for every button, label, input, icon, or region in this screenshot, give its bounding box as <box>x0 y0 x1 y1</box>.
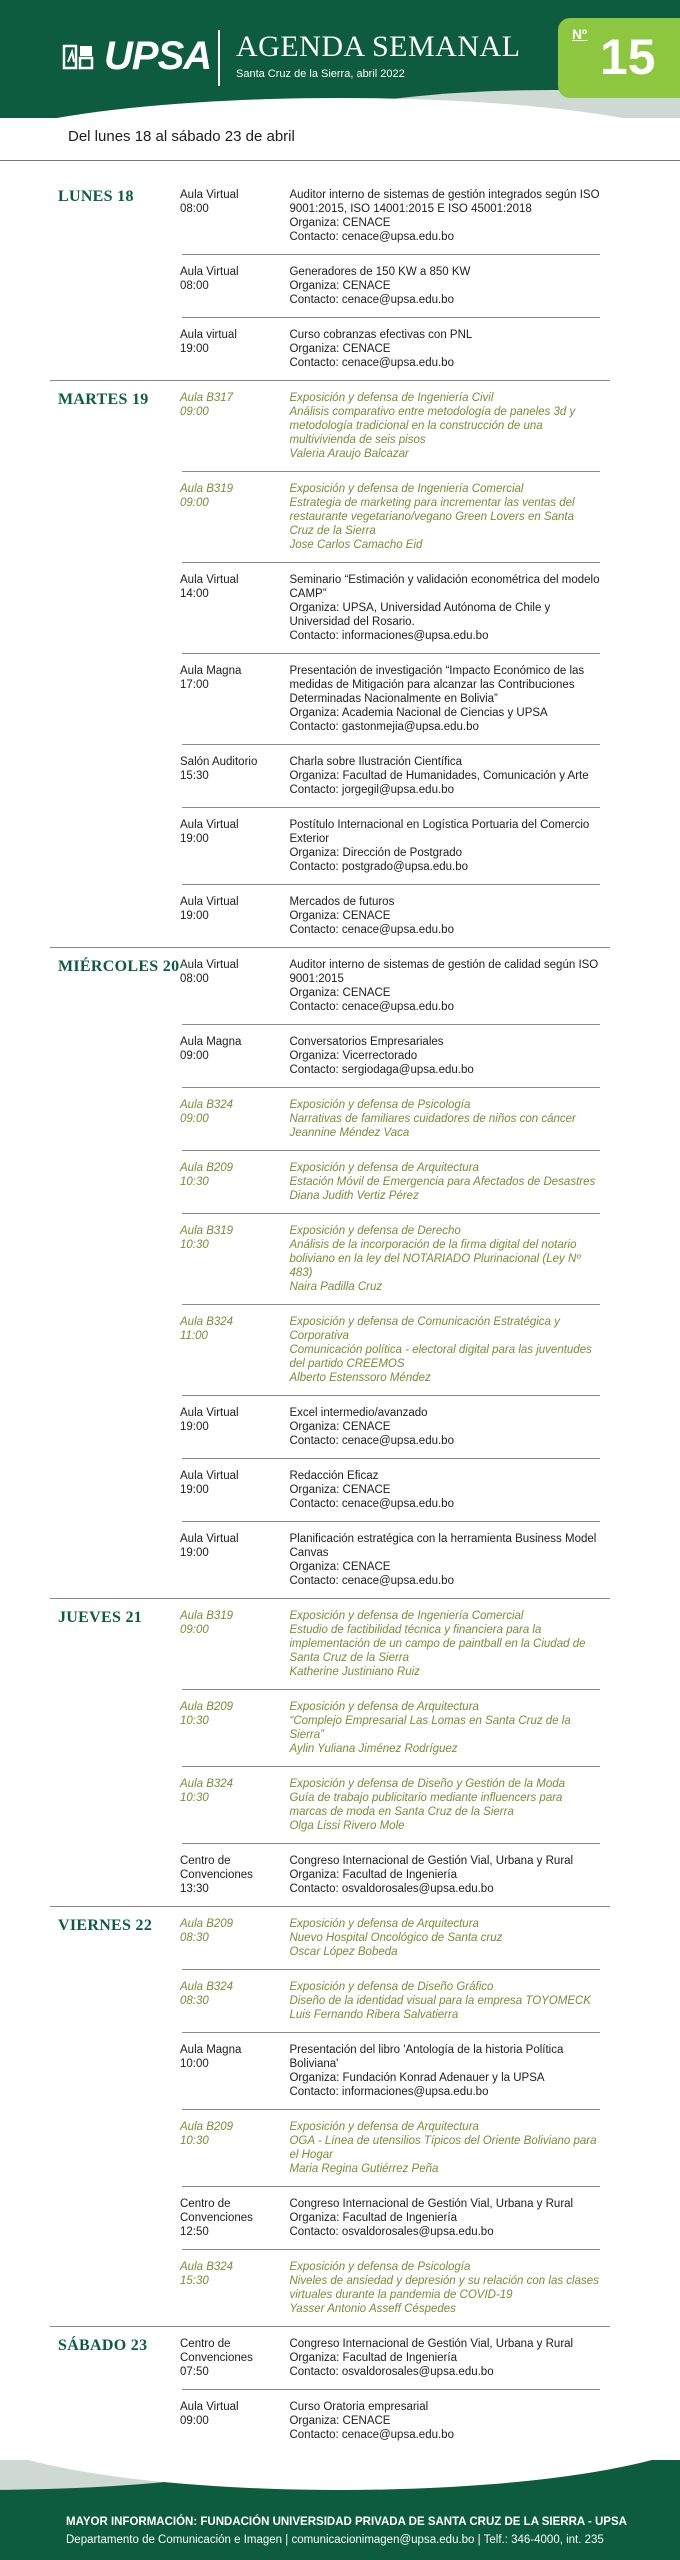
event-location-time <box>180 1917 289 1959</box>
event-time-line: 19:00 <box>180 1421 209 1433</box>
event-time-line: Aula virtual <box>180 329 237 341</box>
event-detail-line: Diseño de la identidad visual para la empresa TOYOMECK <box>289 1995 591 2007</box>
event-location-time <box>180 818 289 874</box>
event-detail-line: Organiza: CENACE <box>289 1561 391 1573</box>
event-details <box>289 573 600 643</box>
event-details <box>289 1469 600 1511</box>
page-title: AGENDA SEMANAL <box>236 30 521 63</box>
event-detail-line: Auditor interno de sistemas de gestión integrados según ISO 9001:2015, ISO 14001:2015 E ISO 45001:2018 <box>289 189 600 215</box>
issue-badge <box>558 18 680 98</box>
event-time-line: 13:30 <box>180 1883 209 1895</box>
event-location-time <box>180 2197 289 2239</box>
event-time-line: Aula Magna <box>180 665 242 677</box>
day-label: MIÉRCOLES 20 <box>58 958 180 975</box>
event-detail-line: Olga Lissi Rivero Mole <box>289 1820 405 1832</box>
agenda-event <box>182 563 600 654</box>
day-section <box>0 948 680 1598</box>
event-details <box>289 1980 600 2022</box>
event-detail-line: Organiza: CENACE <box>289 1484 391 1496</box>
event-detail-line: Postítulo Internacional en Logística Portuaria del Comercio Exterior <box>289 819 590 845</box>
agenda-event <box>182 1844 600 1906</box>
event-location-time <box>180 2260 289 2316</box>
event-detail-line: Análisis comparativo entre metodología de paneles 3d y metodología tradicional en la construcción de una multivivienda de seis pisos <box>289 406 576 446</box>
footer-banner <box>0 2460 680 2560</box>
event-details <box>289 391 600 461</box>
event-detail-line: Estudio de factibilidad técnica y financiera para la implementación de un campo de paintball en la Ciudad de Santa Cruz de la Sierra <box>289 1624 586 1664</box>
event-detail-line: Excel intermedio/avanzado <box>289 1407 428 1419</box>
agenda-list <box>0 178 680 2452</box>
issue-number: 15 <box>600 29 656 85</box>
event-detail-line: Estrategia de marketing para incrementar las ventas del restaurante vegetariano/vegano Green Lovers en Santa Cruz de la Sierra <box>289 497 575 537</box>
event-time-line: Aula B324 <box>180 1316 234 1328</box>
day-label: MARTES 19 <box>58 391 149 408</box>
event-detail-line: Jose Carlos Camacho Eid <box>289 539 423 551</box>
event-location-time <box>180 755 289 797</box>
event-detail-line: Organiza: Facultad de Ingeniería <box>289 2212 457 2224</box>
logo-text: UPSA <box>104 34 212 78</box>
event-time-line: Aula B324 <box>180 1778 234 1790</box>
agenda-event <box>182 1025 600 1088</box>
event-location-time <box>180 2043 289 2099</box>
event-details <box>289 1098 600 1140</box>
event-detail-line: Auditor interno de sistemas de gestión de calidad según ISO 9001:2015 <box>289 959 599 985</box>
event-location-time <box>180 1224 289 1294</box>
event-time-line: 17:00 <box>180 679 209 691</box>
agenda-event <box>182 2033 600 2110</box>
event-detail-line: Jeannine Méndez Vaca <box>289 1127 410 1139</box>
event-detail-line: Aylin Yuliana Jiménez Rodríguez <box>289 1743 458 1755</box>
day-section <box>0 1907 680 2326</box>
event-time-line: 11:00 <box>180 1330 208 1342</box>
event-time-line: Aula B324 <box>180 1981 234 1993</box>
event-time-line: 15:30 <box>180 2275 209 2287</box>
event-detail-line: Niveles de ansiedad y depresión y su relación con las clases virtuales durante la pandemia de COVID-19 <box>289 2275 599 2301</box>
day-section <box>0 2327 680 2452</box>
event-detail-line: Nuevo Hospital Oncológico de Santa cruz <box>289 1932 503 1944</box>
event-detail-line: Congreso Internacional de Gestión Vial, Urbana y Rural <box>289 1855 574 1867</box>
event-detail-line: Generadores de 150 KW a 850 KW <box>289 266 471 278</box>
event-detail-line: Planificación estratégica con la herramienta Business Model Canvas <box>289 1533 597 1559</box>
event-location-time <box>180 391 289 461</box>
event-detail-line: Valeria Araujo Balcazar <box>289 448 409 460</box>
thesis-defense-event <box>182 1151 600 1214</box>
event-detail-line: Contacto: gastonmejia@upsa.edu.bo <box>289 721 479 733</box>
event-location-time <box>180 1406 289 1448</box>
event-detail-line: Guía de trabajo publicitario mediante influencers para marcas de moda en Santa Cruz de la Sierra <box>289 1792 563 1818</box>
event-details <box>289 1917 600 1959</box>
event-detail-line: Organiza: Fundación Konrad Adenauer y la UPSA <box>289 2072 545 2084</box>
event-detail-line: Exposición y defensa de Comunicación Estratégica y Corporativa <box>289 1316 560 1342</box>
event-time-line: Convenciones <box>180 2352 253 2364</box>
event-details <box>289 895 600 937</box>
upsa-emblem-icon <box>62 40 96 74</box>
event-location-time <box>180 1532 289 1588</box>
event-time-line: 08:00 <box>180 280 209 292</box>
thesis-defense-event <box>182 2110 600 2187</box>
event-time-line: 08:00 <box>180 973 209 985</box>
event-location-time <box>180 895 289 937</box>
event-details <box>289 1609 600 1679</box>
event-detail-line: Exposición y defensa de Arquitectura <box>289 1162 479 1174</box>
event-detail-line: Contacto: informaciones@upsa.edu.bo <box>289 2086 489 2098</box>
event-details <box>289 265 600 307</box>
event-detail-line: Contacto: cenace@upsa.edu.bo <box>289 2429 454 2441</box>
event-detail-line: Organiza: UPSA, Universidad Autónoma de Chile y Universidad del Rosario. <box>289 602 551 628</box>
event-time-line: Aula B209 <box>180 2121 234 2133</box>
event-location-time <box>180 2337 289 2379</box>
event-detail-line: Organiza: CENACE <box>289 987 391 999</box>
date-range: Del lunes 18 al sábado 23 de abril <box>68 128 295 145</box>
event-details <box>289 1406 600 1448</box>
event-time-line: 12:50 <box>180 2226 209 2238</box>
event-time-line: Aula Virtual <box>180 2401 239 2413</box>
event-detail-line: Organiza: CENACE <box>289 1421 391 1433</box>
event-detail-line: Organiza: CENACE <box>289 910 391 922</box>
event-detail-line: Organiza: CENACE <box>289 217 391 229</box>
event-details <box>289 1035 600 1077</box>
event-time-line: 10:30 <box>180 2135 209 2147</box>
event-time-line: Aula Virtual <box>180 896 239 908</box>
event-details <box>289 755 600 797</box>
event-details <box>289 2337 600 2379</box>
event-time-line: 19:00 <box>180 833 209 845</box>
event-detail-line: Alberto Estenssoro Méndez <box>289 1372 431 1384</box>
event-detail-line: Organiza: CENACE <box>289 280 391 292</box>
event-detail-line: “Complejo Empresarial Las Lomas en Santa Cruz de la Sierra” <box>289 1715 571 1741</box>
event-detail-line: Contacto: cenace@upsa.edu.bo <box>289 1435 454 1447</box>
event-detail-line: Congreso Internacional de Gestión Vial, Urbana y Rural <box>289 2198 574 2210</box>
event-location-time <box>180 1161 289 1203</box>
day-section <box>0 1599 680 1906</box>
event-detail-line: Mercados de futuros <box>289 896 395 908</box>
thesis-defense-event <box>182 1907 600 1970</box>
thesis-defense-event <box>182 1767 600 1844</box>
event-location-time <box>180 2120 289 2176</box>
event-detail-line: Organiza: Vicerrectorado <box>289 1050 418 1062</box>
event-detail-line: Yasser Antonio Asseff Céspedes <box>289 2303 456 2315</box>
event-detail-line: Contacto: cenace@upsa.edu.bo <box>289 924 454 936</box>
agenda-event <box>182 948 600 1025</box>
event-detail-line: Organiza: CENACE <box>289 343 391 355</box>
event-time-line: Aula Magna <box>180 1036 242 1048</box>
thesis-defense-event <box>182 1214 600 1305</box>
event-location-time <box>180 664 289 734</box>
event-details <box>289 1777 600 1833</box>
event-detail-line: Exposición y defensa de Arquitectura <box>289 1701 479 1713</box>
event-time-line: Aula Virtual <box>180 574 239 586</box>
event-time-line: Aula B209 <box>180 1701 234 1713</box>
event-location-time <box>180 328 289 370</box>
event-location-time <box>180 2400 289 2442</box>
event-details <box>289 482 600 552</box>
thesis-defense-event <box>182 472 600 563</box>
agenda-event <box>182 178 600 255</box>
event-time-line: Salón Auditorio <box>180 756 258 768</box>
event-location-time <box>180 1700 289 1756</box>
event-location-time <box>180 482 289 552</box>
event-detail-line: Narrativas de familiares cuidadores de niños con cáncer <box>289 1113 576 1125</box>
agenda-event <box>182 2390 600 2452</box>
event-time-line: Aula Magna <box>180 2044 242 2056</box>
event-detail-line: Organiza: Facultad de Ingeniería <box>289 2352 457 2364</box>
event-detail-line: Oscar López Bobeda <box>289 1946 398 1958</box>
event-detail-line: Exposición y defensa de Arquitectura <box>289 2121 479 2133</box>
event-detail-line: Organiza: Dirección de Postgrado <box>289 847 463 859</box>
event-location-time <box>180 188 289 244</box>
event-time-line: 10:30 <box>180 1176 209 1188</box>
event-detail-line: Contacto: cenace@upsa.edu.bo <box>289 231 454 243</box>
event-detail-line: Estación Móvil de Emergencia para Afectados de Desastres <box>289 1176 596 1188</box>
event-detail-line: Maria Regina Gutiérrez Peña <box>289 2163 439 2175</box>
event-detail-line: Organiza: Facultad de Ingeniería <box>289 1869 457 1881</box>
day-label: VIERNES 22 <box>58 1917 153 1934</box>
event-detail-line: Exposición y defensa de Ingeniería Comercial <box>289 1610 524 1622</box>
event-detail-line: Presentación de investigación “Impacto Económico de las medidas de Mitigación para alcanzar las Contribuciones Determinadas Nacionalmente en Bolivia” <box>289 665 585 705</box>
event-time-line: Convenciones <box>180 1869 253 1881</box>
event-detail-line: Contacto: osvaldorosales@upsa.edu.bo <box>289 2366 494 2378</box>
event-time-line: Aula Virtual <box>180 819 239 831</box>
day-label: LUNES 18 <box>58 188 134 205</box>
event-time-line: 09:00 <box>180 2415 209 2427</box>
event-detail-line: Contacto: cenace@upsa.edu.bo <box>289 1001 454 1013</box>
event-time-line: Aula Virtual <box>180 189 239 201</box>
event-time-line: Aula B319 <box>180 1225 234 1237</box>
event-time-line: Centro de <box>180 2338 231 2350</box>
event-details <box>289 1854 600 1896</box>
event-time-line: 09:00 <box>180 1113 209 1125</box>
event-time-line: 15:30 <box>180 770 209 782</box>
event-location-time <box>180 1098 289 1140</box>
event-detail-line: Exposición y defensa de Ingeniería Civil <box>289 392 494 404</box>
event-detail-line: Comunicación política - electoral digital para las juventudes del partido CREEMOS <box>289 1344 592 1370</box>
event-location-time <box>180 1777 289 1833</box>
event-detail-line: Contacto: cenace@upsa.edu.bo <box>289 294 454 306</box>
event-time-line: 19:00 <box>180 1484 209 1496</box>
event-detail-line: Exposición y defensa de Ingeniería Comercial <box>289 483 524 495</box>
event-details <box>289 2400 600 2442</box>
event-time-line: 14:00 <box>180 588 209 600</box>
event-detail-line: Organiza: Facultad de Humanidades, Comunicación y Arte <box>289 770 589 782</box>
event-detail-line: Naira Padilla Cruz <box>289 1281 383 1293</box>
event-time-line: 10:30 <box>180 1239 209 1251</box>
event-details <box>289 1161 600 1203</box>
event-detail-line: Contacto: jorgegil@upsa.edu.bo <box>289 784 454 796</box>
agenda-event <box>182 654 600 745</box>
event-time-line: Aula B319 <box>180 483 234 495</box>
header-banner <box>0 0 680 118</box>
event-time-line: Aula Virtual <box>180 1533 239 1545</box>
event-time-line: 09:00 <box>180 1050 209 1062</box>
event-time-line: Centro de <box>180 1855 231 1867</box>
agenda-event <box>182 1522 600 1598</box>
event-time-line: Aula B324 <box>180 2261 234 2273</box>
event-location-time <box>180 1609 289 1679</box>
event-time-line: 19:00 <box>180 910 209 922</box>
event-detail-line: Diana Judith Vertiz Pérez <box>289 1190 419 1202</box>
thesis-defense-event <box>182 1088 600 1151</box>
event-detail-line: Congreso Internacional de Gestión Vial, Urbana y Rural <box>289 2338 574 2350</box>
page-subtitle: Santa Cruz de la Sierra, abril 2022 <box>236 68 405 80</box>
event-time-line: 08:30 <box>180 1932 209 1944</box>
event-location-time <box>180 1980 289 2022</box>
event-time-line: Aula B209 <box>180 1162 234 1174</box>
event-detail-line: Contacto: postgrado@upsa.edu.bo <box>289 861 469 873</box>
event-time-line: Aula Virtual <box>180 1407 239 1419</box>
event-location-time <box>180 573 289 643</box>
event-time-line: 09:00 <box>180 497 209 509</box>
thesis-defense-event <box>182 1305 600 1396</box>
event-detail-line: Contacto: cenace@upsa.edu.bo <box>289 1498 454 1510</box>
agenda-event <box>182 1459 600 1522</box>
day-section <box>0 381 680 947</box>
event-detail-line: Exposición y defensa de Psicología <box>289 2261 471 2273</box>
event-location-time <box>180 1469 289 1511</box>
event-time-line: 10:00 <box>180 2058 209 2070</box>
event-detail-line: Exposición y defensa de Derecho <box>289 1225 461 1237</box>
event-detail-line: Análisis de la incorporación de la firma digital del notario boliviano en la ley del NOTARIADO Plurinacional (Ley Nº 483) <box>289 1239 581 1279</box>
event-detail-line: Contacto: osvaldorosales@upsa.edu.bo <box>289 2226 494 2238</box>
event-details <box>289 2043 600 2099</box>
event-details <box>289 664 600 734</box>
event-details <box>289 818 600 874</box>
event-location-time <box>180 1854 289 1896</box>
thesis-defense-event <box>182 1599 600 1690</box>
event-time-line: Aula B317 <box>180 392 234 404</box>
event-detail-line: Conversatorios Empresariales <box>289 1036 444 1048</box>
event-detail-line: Contacto: cenace@upsa.edu.bo <box>289 357 454 369</box>
event-detail-line: OGA - Línea de utensilios Típicos del Oriente Boliviano para el Hogar <box>289 2135 597 2161</box>
agenda-event <box>182 2327 600 2390</box>
footer-contact: Departamento de Comunicación e Imagen | comunicacionimagen@upsa.edu.bo | Telf.: 346-4000, int. 235 <box>66 2534 604 2546</box>
event-details <box>289 1700 600 1756</box>
event-location-time <box>180 1035 289 1077</box>
event-detail-line: Exposición y defensa de Diseño y Gestión de la Moda <box>289 1778 566 1790</box>
event-time-line: Aula Virtual <box>180 266 239 278</box>
event-time-line: 10:30 <box>180 1792 209 1804</box>
day-label: SÁBADO 23 <box>58 2337 148 2354</box>
day-section <box>0 178 680 380</box>
event-detail-line: Curso cobranzas efectivas con PNL <box>289 329 473 341</box>
event-time-line: Aula Virtual <box>180 1470 239 1482</box>
event-detail-line: Exposición y defensa de Psicología <box>289 1099 471 1111</box>
event-time-line: 08:00 <box>180 203 209 215</box>
event-time-line: 07:50 <box>180 2366 209 2378</box>
event-detail-line: Exposición y defensa de Arquitectura <box>289 1918 479 1930</box>
header-divider <box>218 30 220 86</box>
event-detail-line: Redacción Eficaz <box>289 1470 379 1482</box>
event-detail-line: Exposición y defensa de Diseño Gráfico <box>289 1981 494 1993</box>
event-location-time <box>180 958 289 1014</box>
event-detail-line: Luis Fernando Ribera Salvatierra <box>289 2009 459 2021</box>
thesis-defense-event <box>182 1970 600 2033</box>
agenda-event <box>182 255 600 318</box>
event-detail-line: Katherine Justiniano Ruiz <box>289 1666 420 1678</box>
event-detail-line: Charla sobre Ilustración Científica <box>289 756 463 768</box>
event-time-line: Aula Virtual <box>180 959 239 971</box>
event-time-line: 09:00 <box>180 406 209 418</box>
agenda-event <box>182 1396 600 1459</box>
event-details <box>289 2260 600 2316</box>
event-details <box>289 1315 600 1385</box>
event-detail-line: Contacto: sergiodaga@upsa.edu.bo <box>289 1064 474 1076</box>
day-label: JUEVES 21 <box>58 1609 143 1626</box>
event-details <box>289 958 600 1014</box>
event-details <box>289 2120 600 2176</box>
event-time-line: Aula B319 <box>180 1610 234 1622</box>
thesis-defense-event <box>182 1690 600 1767</box>
event-time-line: 09:00 <box>180 1624 209 1636</box>
event-time-line: Convenciones <box>180 2212 253 2224</box>
agenda-event <box>182 318 600 380</box>
issue-label: Nº <box>572 26 588 42</box>
event-time-line: 19:00 <box>180 1547 209 1559</box>
event-details <box>289 188 600 244</box>
footer-info: MAYOR INFORMACIÓN: FUNDACIÓN UNIVERSIDAD PRIVADA DE SANTA CRUZ DE LA SIERRA - UPSA <box>66 2516 627 2528</box>
event-time-line: 10:30 <box>180 1715 209 1727</box>
event-detail-line: Organiza: CENACE <box>289 2415 391 2427</box>
event-detail-line: Organiza: Academia Nacional de Ciencias y UPSA <box>289 707 548 719</box>
event-location-time <box>180 1315 289 1385</box>
date-divider <box>0 160 680 161</box>
agenda-event <box>182 808 600 885</box>
thesis-defense-event <box>182 2250 600 2326</box>
event-detail-line: Seminario “Estimación y validación econométrica del modelo CAMP” <box>289 574 600 600</box>
event-details <box>289 328 600 370</box>
event-time-line: Centro de <box>180 2198 231 2210</box>
agenda-event <box>182 2187 600 2250</box>
event-time-line: Aula B209 <box>180 1918 234 1930</box>
thesis-defense-event <box>182 381 600 472</box>
event-details <box>289 1224 600 1294</box>
event-time-line: 19:00 <box>180 343 209 355</box>
event-detail-line: Curso Oratoria empresarial <box>289 2401 429 2413</box>
event-details <box>289 2197 600 2239</box>
event-details <box>289 1532 600 1588</box>
event-detail-line: Contacto: osvaldorosales@upsa.edu.bo <box>289 1883 494 1895</box>
event-time-line: Aula B324 <box>180 1099 234 1111</box>
upsa-logo <box>62 34 211 79</box>
event-time-line: 08:30 <box>180 1995 209 2007</box>
agenda-event <box>182 745 600 808</box>
event-detail-line: Contacto: informaciones@upsa.edu.bo <box>289 630 489 642</box>
event-detail-line: Presentación del libro 'Antología de la historia Política Boliviana' <box>289 2044 564 2070</box>
event-detail-line: Contacto: cenace@upsa.edu.bo <box>289 1575 454 1587</box>
event-location-time <box>180 265 289 307</box>
agenda-event <box>182 885 600 947</box>
